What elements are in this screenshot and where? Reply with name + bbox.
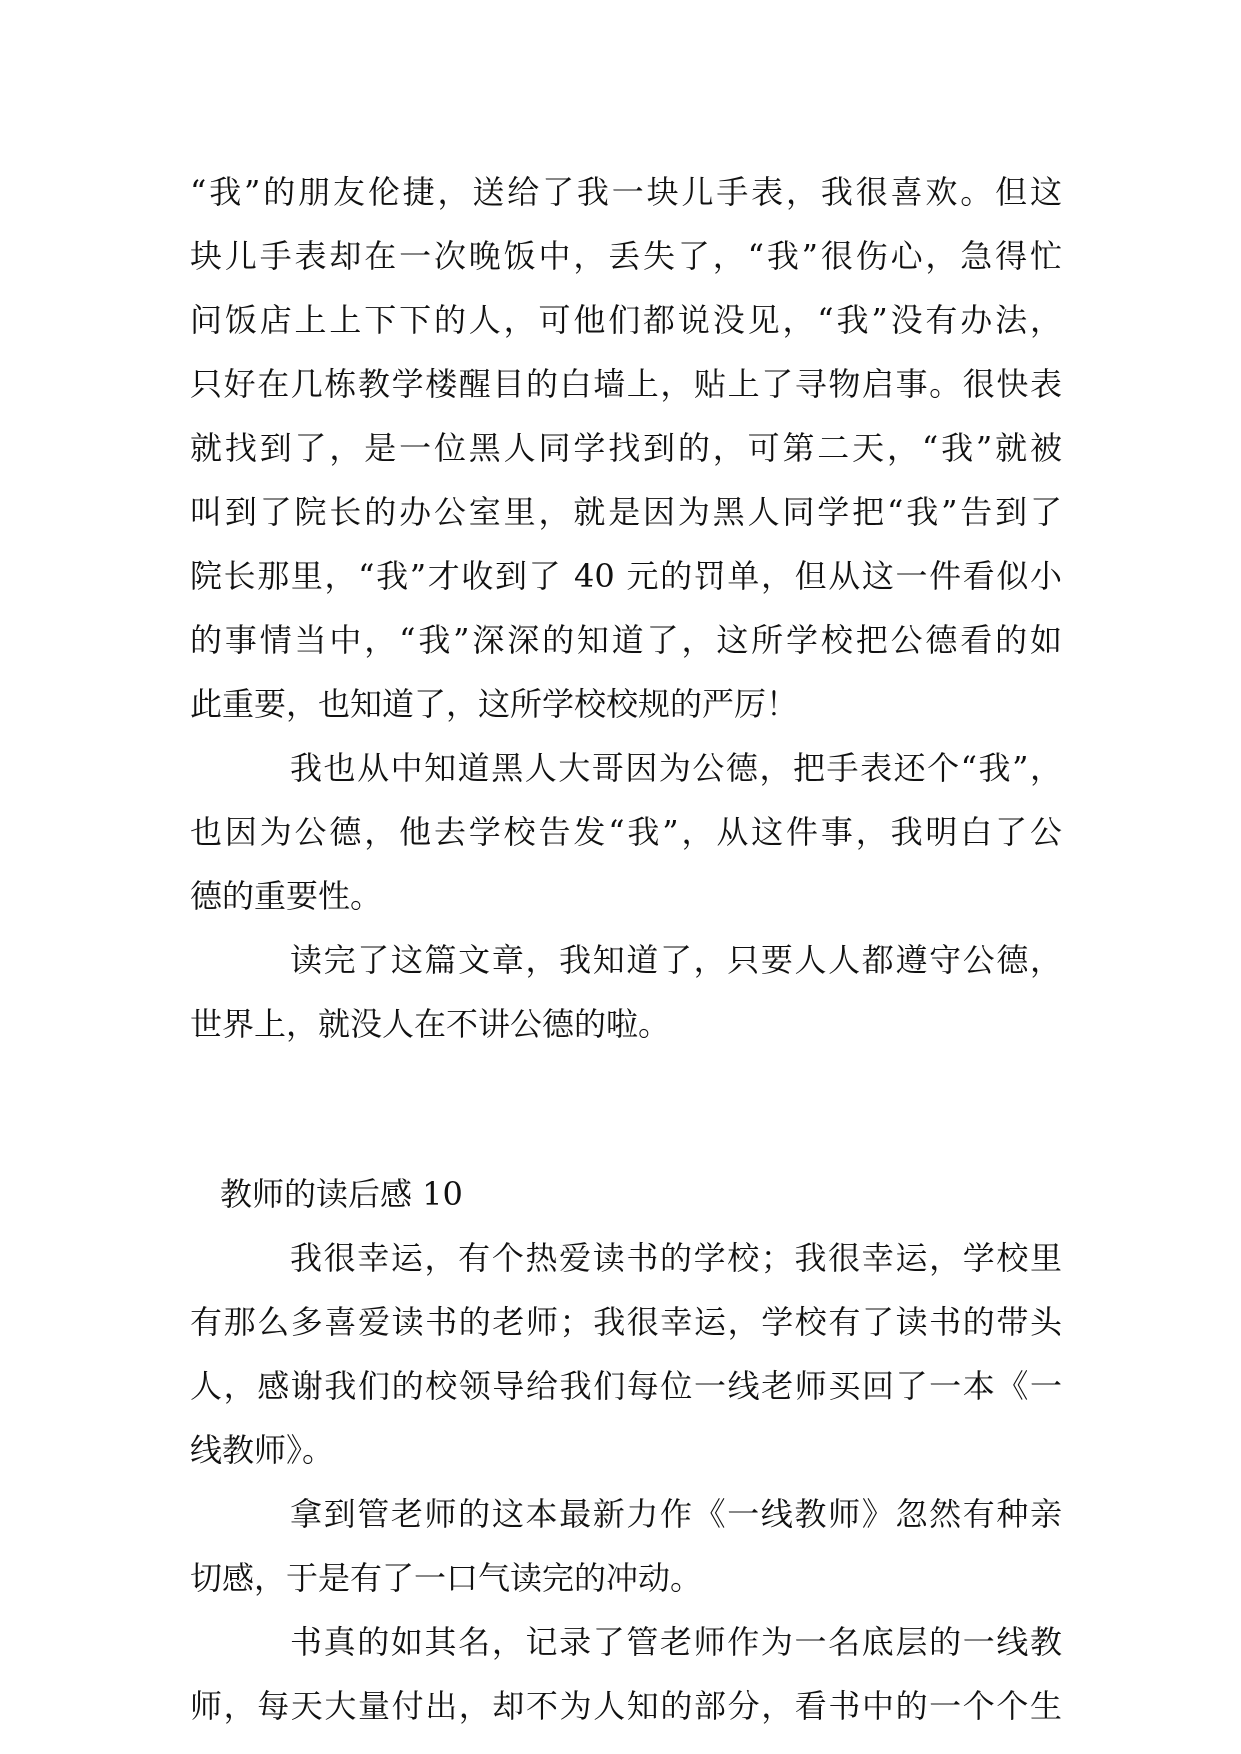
text-line: 拿到管老师的这本最新力作《一线教师》忽然有种亲	[290, 1495, 1062, 1533]
text-line: 德的重要性。	[190, 877, 383, 915]
text-line: 块儿手表却在一次晚饭中，丢失了，“我”很伤心，急得忙	[190, 237, 1062, 275]
text-line: 有那么多喜爱读书的老师；我很幸运，学校有了读书的带头	[190, 1303, 1062, 1341]
text-line: “我”的朋友伦捷，送给了我一块儿手表，我很喜欢。但这	[190, 173, 1062, 211]
paragraph-6	[190, 1610, 1062, 1738]
paragraph-5	[190, 1482, 1062, 1610]
text-line: 的事情当中，“我”深深的知道了，这所学校把公德看的如	[190, 621, 1062, 659]
text-line: 师，每天大量付出，却不为人知的部分，看书中的一个个生	[190, 1687, 1062, 1725]
section-heading: 教师的读后感 10	[220, 1175, 463, 1213]
text-line: 人，感谢我们的校领导给我们每位一线老师买回了一本《一	[190, 1367, 1062, 1405]
text-line: 我也从中知道黑人大哥因为公德，把手表还个“我”，	[290, 749, 1062, 787]
text-line: 线教师》。	[190, 1431, 335, 1469]
text-line: 读完了这篇文章，我知道了，只要人人都遵守公德，	[290, 941, 1062, 979]
paragraph-4	[190, 1226, 1062, 1482]
paragraph-3	[190, 928, 1062, 1056]
text-line: 我很幸运，有个热爱读书的学校；我很幸运，学校里	[290, 1239, 1062, 1277]
text-line: 此重要，也知道了，这所学校校规的严厉！	[190, 685, 799, 723]
text-line: 切感，于是有了一口气读完的冲动。	[190, 1559, 703, 1597]
text-line: 只好在几栋教学楼醒目的白墙上，贴上了寻物启事。很快表	[190, 365, 1062, 403]
section-gap	[190, 1056, 1062, 1162]
paragraph-2	[190, 736, 1062, 928]
text-line: 也因为公德，他去学校告发“我”，从这件事，我明白了公	[190, 813, 1062, 851]
text-line: 院长那里，“我”才收到了 40 元的罚单，但从这一件看似小	[190, 557, 1062, 595]
text-line: 世界上，就没人在不讲公德的啦。	[190, 1005, 671, 1043]
paragraph-1	[190, 160, 1062, 736]
text-line: 就找到了，是一位黑人同学找到的，可第二天，“我”就被	[190, 429, 1062, 467]
text-line: 叫到了院长的办公室里，就是因为黑人同学把“我”告到了	[190, 493, 1062, 531]
document-body	[190, 160, 1062, 1738]
text-line: 书真的如其名，记录了管老师作为一名底层的一线教	[290, 1623, 1062, 1661]
text-line: 问饭店上上下下的人，可他们都说没见，“我”没有办法，	[190, 301, 1062, 339]
